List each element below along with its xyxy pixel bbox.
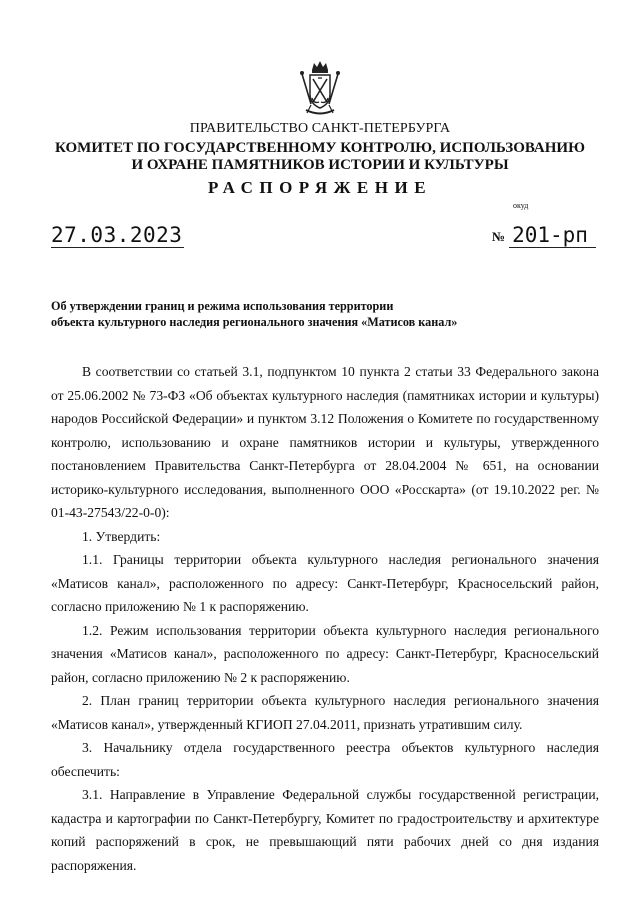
clause-3: 3. Начальнику отдела государственного реестра объектов культурного наследия обеспечить: xyxy=(51,740,599,779)
subject-line-2: объекта культурного наследия регионального значения «Матисов канал» xyxy=(51,315,458,329)
document-number-field xyxy=(492,223,596,250)
document-body xyxy=(51,360,599,877)
government-name: ПРАВИТЕЛЬСТВО САНКТ-ПЕТЕРБУРГА xyxy=(189,121,451,136)
document-subject xyxy=(51,298,611,330)
document-type-title: РАСПОРЯЖЕНИЕ xyxy=(207,178,433,197)
clause-1-1: 1.1. Границы территории объекта культурного наследия регионального значения «Матисов канал», расположенного по адресу: Санкт-Петербург, Красносельский район, согласно приложению № 1 к распоряжению. xyxy=(51,552,599,614)
okud-label: окуд xyxy=(513,201,529,210)
preamble-paragraph: В соответствии со статьей 3.1, подпунктом 10 пункта 2 статьи 33 Федерального закона от 25.06.2002 № 73-ФЗ «Об объектах культурного наследия (памятниках истории и культуры) народов Российской Федерации» и пунктом 3.12 Положения о Комитете по государственному контролю, использованию и охране памятников истории и культуры, утвержденного постановлением Правительства Санкт-Петербурга от 28.04.2004 № 651, на основании историко-культурного исследования, выполненного ООО «Росскарта» (от 19.10.2022 рег. № 01-43-27543/22-0-0): xyxy=(51,364,599,520)
clause-1-2: 1.2. Режим использования территории объекта культурного наследия регионального значения «Матисов канал», расположенного по адресу: Санкт-Петербург, Красносельский район, согласно приложению № 2 к распоряжению. xyxy=(51,622,599,685)
number-sign: № xyxy=(492,229,506,244)
subject-line-1: Об утверждении границ и режима использования территории xyxy=(51,299,394,313)
clause-1: 1. Утвердить: xyxy=(82,528,161,544)
coat-of-arms-emblem xyxy=(298,60,342,118)
committee-name-line2: И ОХРАНЕ ПАМЯТНИКОВ ИСТОРИИ И КУЛЬТУРЫ xyxy=(131,157,509,173)
clause-2: 2. План границ территории объекта культурного наследия регионального значения «Матисов канал», утвержденный КГИОП 27.04.2011, признать утратившим силу. xyxy=(51,693,599,732)
clause-3-1: 3.1. Направление в Управление Федеральной службы государственной регистрации, кадастра и картографии по Санкт-Петербургу, Комитет по градостроительству и архитектуре копий распоряжений в срок, не превышающий пяти рабочих дней со дня издания распоряжения. xyxy=(51,787,599,873)
committee-name-line1: КОМИТЕТ ПО ГОСУДАРСТВЕННОМУ КОНТРОЛЮ, ИСПОЛЬЗОВАНИЮ xyxy=(55,140,585,156)
document-date: 27.03.2023 xyxy=(51,223,183,247)
document-number: 201-рп xyxy=(509,223,596,248)
